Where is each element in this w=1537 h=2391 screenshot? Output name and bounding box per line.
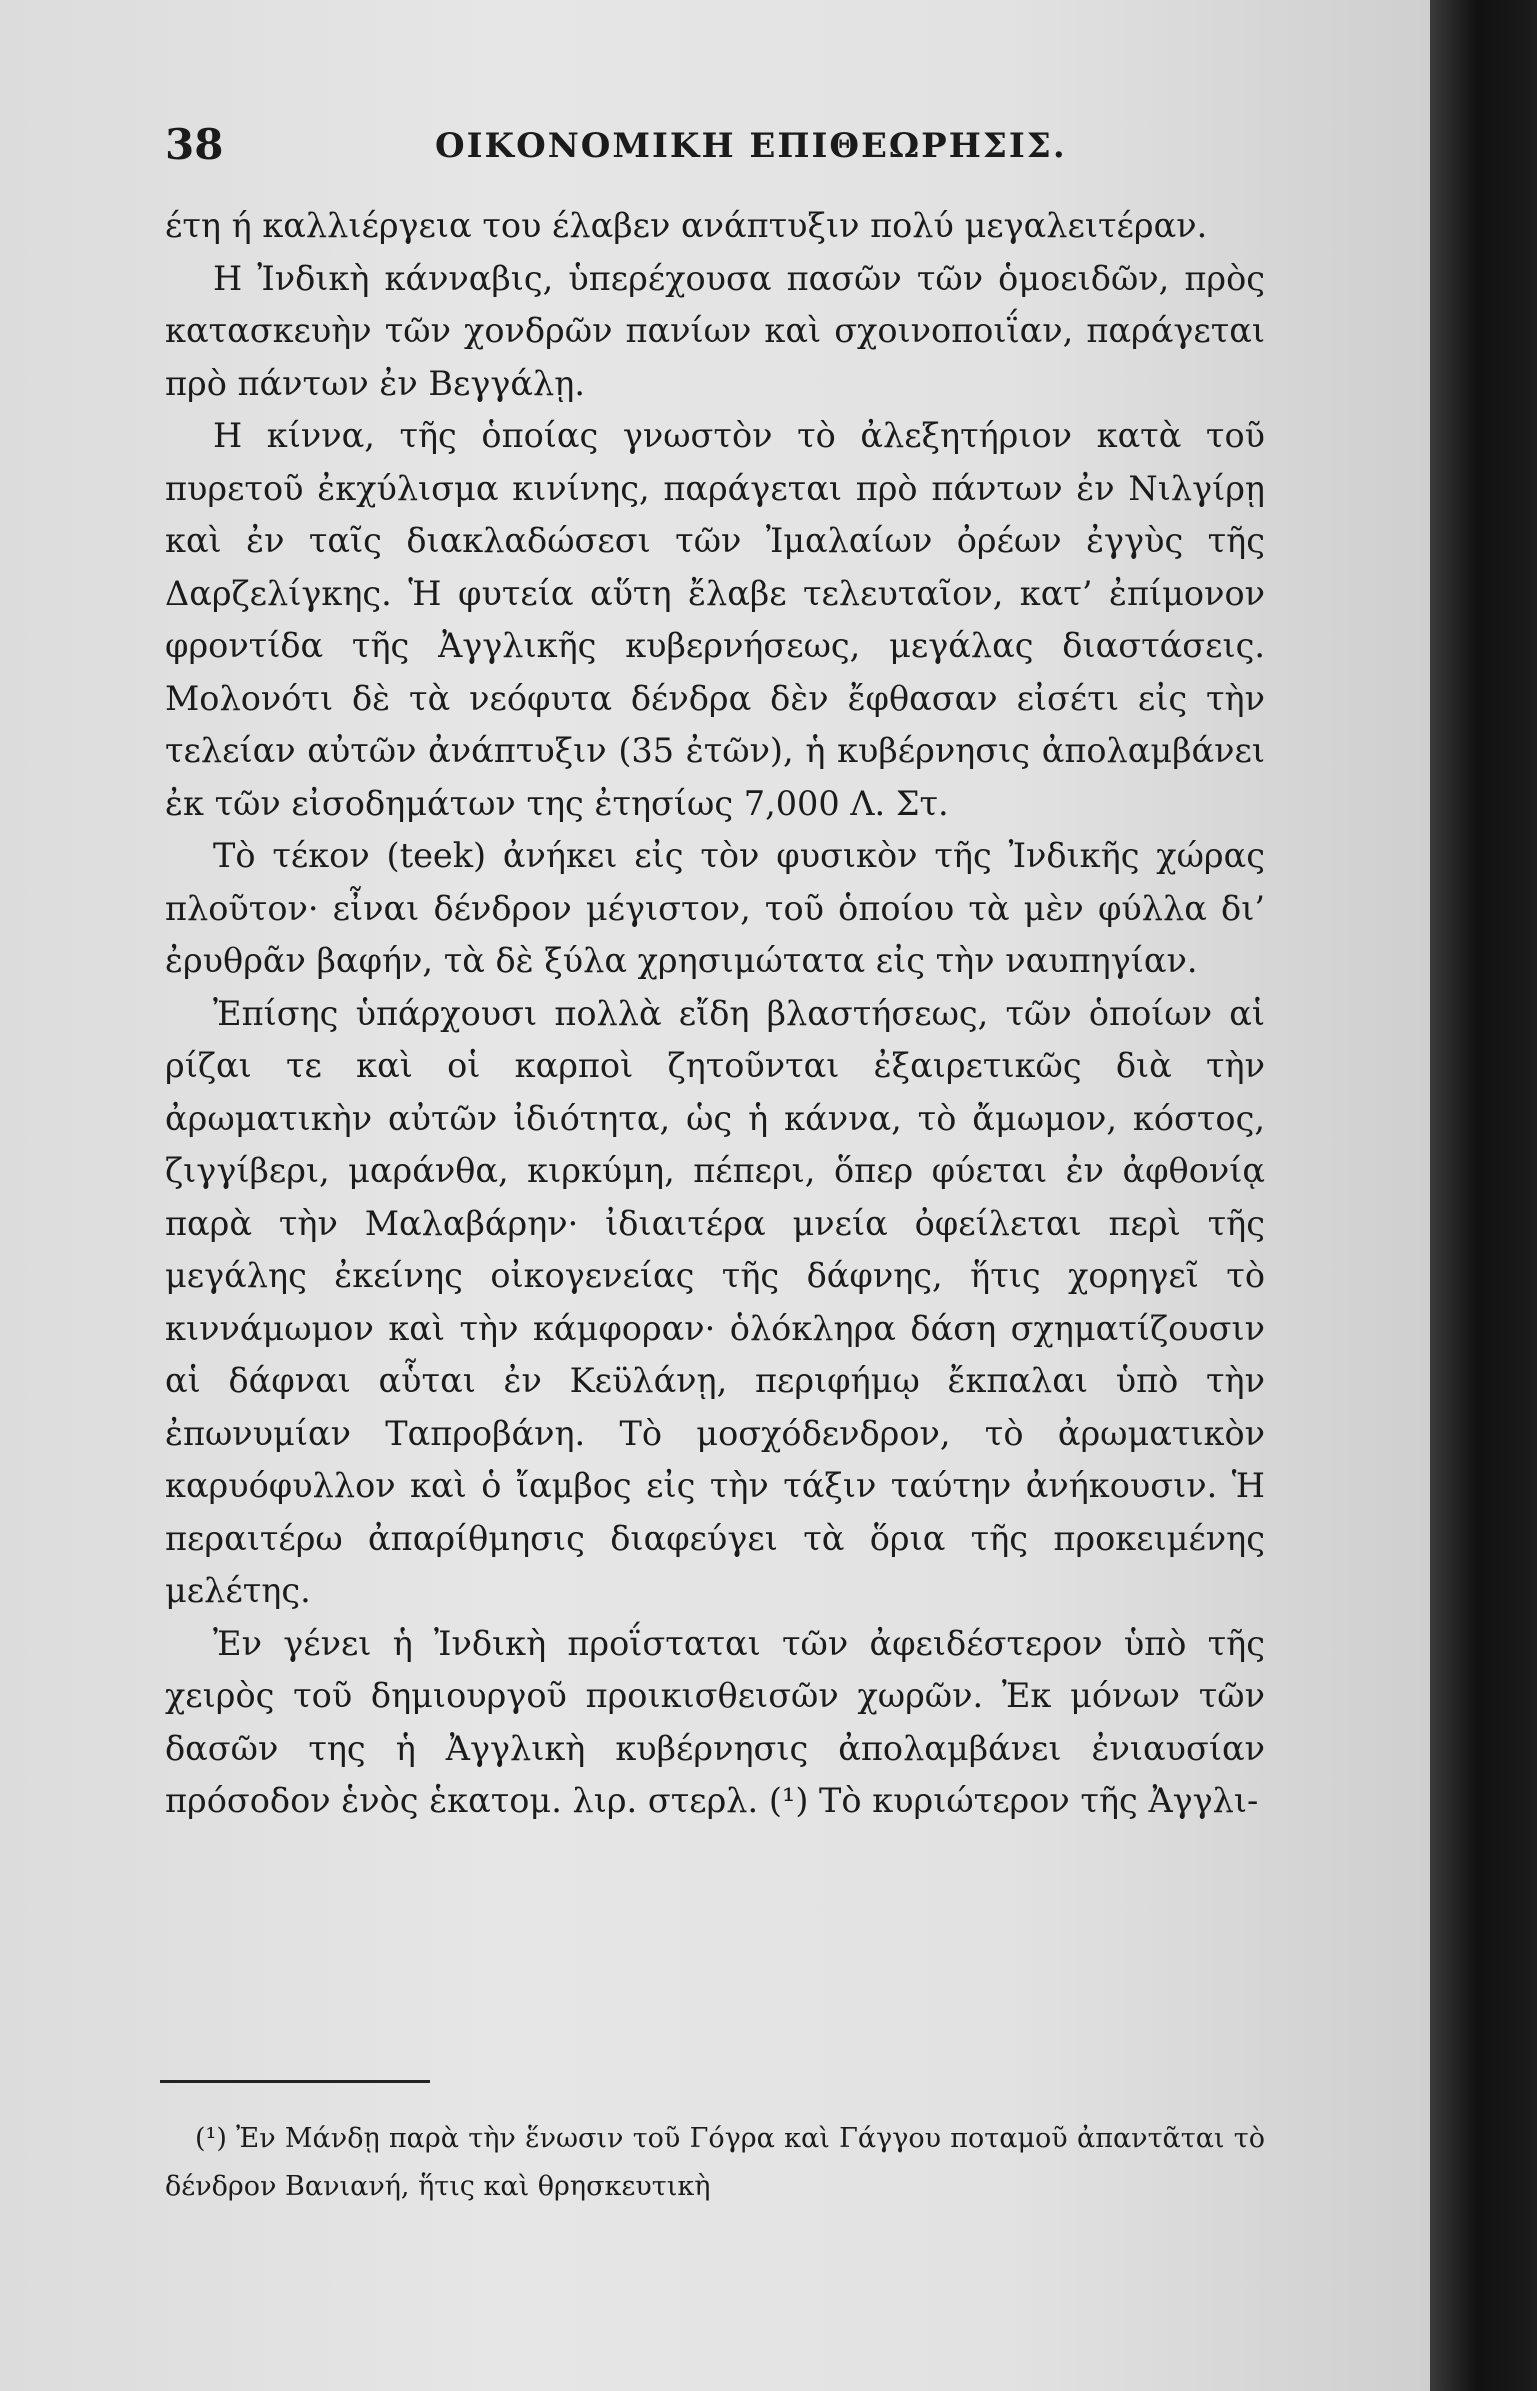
footnote-rule (160, 2080, 430, 2083)
paragraph-3: Η κίννα, τῆς ὁποίας γνωστὸν τὸ ἀλεξητήριον κατὰ τοῦ πυρετοῦ ἐκχύλισμα κινίνης, παράγεται πρὸ πάντων ἐν Νιλγίρῃ καὶ ἐν ταῖς διακλαδώσεσι τῶν Ἰμαλαίων ὀρέων ἐγγὺς τῆς Δαρζελίγκης. Ἡ φυτεία αὕτη ἔλαβε τελευταῖον, κατ’ ἐπίμονον φροντίδα τῆς Ἀγγλικῆς κυβερνήσεως, μεγάλας διαστάσεις. Μολονότι δὲ τὰ νεόφυτα δένδρα δὲν ἔφθασαν εἰσέτι εἰς τὴν τελείαν αὐτῶν ἀνάπτυξιν (35 ἐτῶν), ἡ κυβέρνησις ἀπολαμβάνει ἐκ τῶν εἰσοδημάτων της ἐτησίως 7,000 Λ. Στ. (165, 416, 1265, 823)
body-text (165, 200, 1265, 1828)
page-header (165, 120, 1285, 180)
running-head: ΟΙΚΟΝΟΜΙΚΗ ΕΠΙΘΕΩΡΗΣΙΣ. (435, 126, 1067, 166)
paragraph-6: Ἐν γένει ἡ Ἰνδικὴ προΐσταται τῶν ἀφειδέστερον ὑπὸ τῆς χειρὸς τοῦ δημιουργοῦ προικισθεισῶν χωρῶν. Ἐκ μόνων τῶν δασῶν της ἡ Ἀγγλικὴ κυβέρνησις ἀπολαμβάνει ἐνιαυσίαν πρόσοδον ἑνὸς ἑκατομ. λιρ. στερλ. (¹) Τὸ κυριώτερον τῆς Ἀγγλι- (165, 1623, 1265, 1820)
book-spine-shadow (1430, 0, 1537, 2391)
paragraph-4: Τὸ τέκον (teek) ἀνήκει εἰς τὸν φυσικὸν τῆς Ἰνδικῆς χώρας πλοῦτον· εἶναι δένδρον μέγιστον, τοῦ ὁποίου τὰ μὲν φύλλα δι’ ἐρυθρᾶν βαφήν, τὰ δὲ ξύλα χρησιμώτατα εἰς τὴν ναυπηγίαν. (165, 836, 1265, 980)
footnote: (¹) Ἐν Μάνδῃ παρὰ τὴν ἕνωσιν τοῦ Γόγρα καὶ Γάγγου ποταμοῦ ἀπαντᾶται τὸ δένδρον Βανιανή, ἥτις καὶ θρησκευτικὴ (165, 2123, 1265, 2202)
paragraph-2: Η Ἰνδικὴ κάνναβις, ὑπερέχουσα πασῶν τῶν ὁμοειδῶν, πρὸς κατασκευὴν τῶν χονδρῶν πανίων καὶ σχοινοποιΐαν, παράγεται πρὸ πάντων ἐν Βεγγάλῃ. (165, 258, 1265, 403)
paragraph-5: Ἐπίσης ὑπάρχουσι πολλὰ εἴδη βλαστήσεως, τῶν ὁποίων αἱ ρίζαι τε καὶ οἱ καρποὶ ζητοῦνται ἐξαιρετικῶς διὰ τὴν ἀρωματικὴν αὐτῶν ἰδιότητα, ὡς ἡ κάννα, τὸ ἄμωμον, κόστος, ζιγγίβερι, μαράνθα, κιρκύμη, πέπερι, ὅπερ φύεται ἐν ἀφθονίᾳ παρὰ τὴν Μαλαβάρην· ἰδιαιτέρα μνεία ὀφείλεται περὶ τῆς μεγάλης ἐκείνης οἰκογενείας τῆς δάφνης, ἥτις χορηγεῖ τὸ κιννάμωμον καὶ τὴν κάμφοραν· ὁλόκληρα δάση σχηματίζουσιν αἱ δάφναι αὗται ἐν Κεϋλάνῃ, περιφήμῳ ἔκπαλαι ὑπὸ τὴν ἐπωνυμίαν Ταπροβάνη. Τὸ μοσχόδενδρον, τὸ ἀρωματικὸν καρυόφυλλον καὶ ὁ ἴαμβος εἰς τὴν τάξιν ταύτην ἀνήκουσιν. Ἡ περαιτέρω ἀπαρίθμησις διαφεύγει τὰ ὅρια τῆς προκειμένης μελέτης. (165, 993, 1265, 1610)
page-number: 38 (165, 120, 224, 169)
paragraph-1: έτη ή καλλιέργεια του έλαβεν ανάπτυξιν πολύ μεγαλειτέραν. (165, 206, 1208, 245)
